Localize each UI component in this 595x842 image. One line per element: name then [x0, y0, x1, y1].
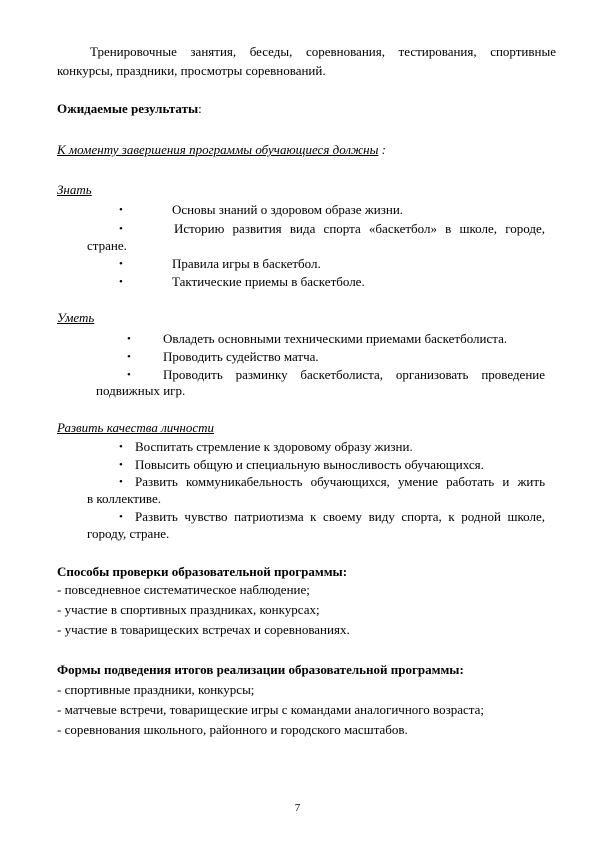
- check-item-3: - участие в товарищеских встречах и соревнованиях.: [57, 622, 350, 637]
- can-item-1: Овладеть основными техническими приемами баскетболиста.: [163, 331, 508, 346]
- can-bullet-3: •: [127, 369, 131, 381]
- page-number: 7: [294, 802, 301, 814]
- forms-item-3: - соревнования школьного, районного и городского масштабов.: [57, 722, 408, 737]
- expected-results-colon: :: [198, 101, 202, 116]
- forms-item-1: - спортивные праздники, конкурсы;: [57, 682, 255, 697]
- expected-results-title: Ожидаемые результаты: [57, 101, 199, 116]
- develop-heading: Развить качества личности: [57, 420, 215, 435]
- can-heading: Уметь: [57, 310, 95, 325]
- check-item-2: - участие в спортивных праздниках, конкурсах;: [57, 602, 320, 617]
- develop-item-2: Повысить общую и специальную выносливость обучающихся.: [135, 457, 484, 472]
- forms-item-2: - матчевые встречи, товарищеские игры с командами аналогичного возраста;: [57, 702, 484, 717]
- expected-results-sub-colon: :: [381, 142, 386, 157]
- develop-bullet-3: •: [119, 476, 123, 488]
- intro-line-2: конкурсы, праздники, просмотры соревнований.: [57, 63, 326, 78]
- can-item-3-cont: подвижных игр.: [96, 383, 186, 398]
- know-item-2-cont: стране.: [87, 238, 127, 253]
- know-bullet-3: •: [119, 258, 123, 270]
- intro-line-1: Тренировочные занятия, беседы, соревнования, тестирования, спортивные: [90, 44, 556, 59]
- know-bullet-2: •: [119, 223, 123, 235]
- develop-item-1: Воспитать стремление к здоровому образу жизни.: [135, 439, 413, 454]
- develop-bullet-4: •: [119, 511, 123, 523]
- develop-item-3-cont: в коллективе.: [87, 491, 161, 506]
- develop-item-4: Развить чувство патриотизма к своему виду спорта, к родной школе,: [135, 509, 545, 524]
- develop-bullet-1: •: [119, 441, 123, 453]
- develop-item-4-cont: городу, стране.: [87, 526, 170, 541]
- know-bullet-1: •: [119, 204, 123, 216]
- develop-item-3: Развить коммуникабельность обучающихся, умение работать и жить: [135, 474, 545, 489]
- know-item-4: Тактические приемы в баскетболе.: [172, 274, 365, 289]
- know-bullet-4: •: [119, 276, 123, 288]
- know-heading: Знать: [57, 182, 92, 197]
- know-item-1: Основы знаний о здоровом образе жизни.: [172, 202, 404, 217]
- expected-results-heading: [57, 101, 202, 117]
- check-heading: Способы проверки образовательной программы:: [57, 564, 348, 579]
- can-bullet-2: •: [127, 351, 131, 363]
- check-item-1: - повседневное систематическое наблюдение;: [57, 582, 310, 597]
- develop-bullet-2: •: [119, 459, 123, 471]
- expected-results-subheading: [57, 142, 386, 158]
- forms-heading: Формы подведения итогов реализации образовательной программы:: [57, 662, 464, 677]
- can-item-2: Проводить судейство матча.: [163, 349, 319, 364]
- can-bullet-1: •: [127, 333, 131, 345]
- can-item-3: Проводить разминку баскетболиста, организовать проведение: [163, 367, 545, 382]
- know-item-2: Историю развития вида спорта «баскетбол» в школе, городе,: [174, 221, 545, 236]
- know-item-3: Правила игры в баскетбол.: [172, 256, 321, 271]
- expected-results-sub-text: К моменту завершения программы обучающиеся должны: [57, 142, 379, 157]
